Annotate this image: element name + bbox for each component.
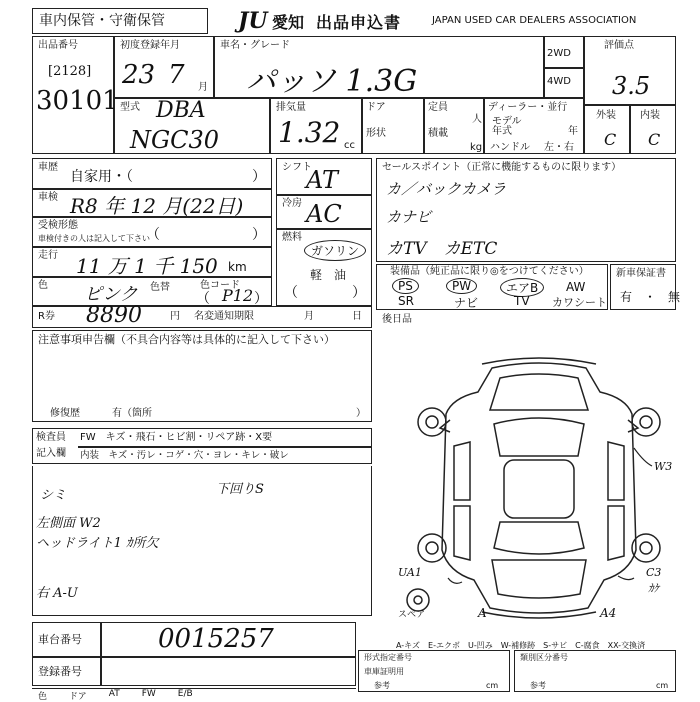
footer-cm-2: cm <box>656 681 669 690</box>
notes-label: 注意事項申告欄（不具合内容等は具体的に記入して下さい） <box>38 333 335 346</box>
handle-lr: 左・右 <box>544 142 574 153</box>
fuel-label: 燃料 <box>282 232 302 243</box>
equip-navi: ナビ <box>454 296 479 310</box>
equip-label: 装備品（純正品に限り◎をつけてください） <box>390 266 589 277</box>
shift-line-2 <box>276 228 372 230</box>
equip-sr: SR <box>398 294 414 308</box>
warranty-label: 新車保証書 <box>616 268 666 279</box>
diagram-a: A <box>478 606 487 620</box>
ext-label: 外装 <box>596 110 616 121</box>
equip-ps: PS <box>392 278 419 294</box>
inspector-row-1: FW キズ・飛石・ヒビ割・リペア跡・X要 <box>80 432 273 443</box>
equip-tv: TV <box>514 294 530 308</box>
disp-unit: cc <box>344 140 355 151</box>
seat-unit: 人 <box>472 114 482 125</box>
damage-legend: A-キズ E-エクボ U-凹み W-補修跡 S-サビ C-腐食 XX-交換済 <box>396 641 646 650</box>
chassis-label: 車台番号 <box>38 633 82 646</box>
regno-label: 登録番号 <box>38 665 82 678</box>
footer-cm: cm <box>486 681 499 690</box>
sales-label: セールスポイント（正常に機能するものに限ります） <box>382 162 622 173</box>
footer-cert-label: 形式指定番号 <box>364 653 412 662</box>
grade-label: 評価点 <box>604 40 634 51</box>
mileage-value: 11 万 1 千 150 <box>76 254 218 278</box>
footer-ref: 参考 <box>374 681 390 690</box>
remark-2: シミ <box>40 488 67 503</box>
ju-logo: JU <box>238 8 268 34</box>
diagram-c3: C3 <box>646 566 662 579</box>
footer-bottom-at: AT <box>108 689 120 699</box>
color-value: ピンク <box>84 284 138 305</box>
disp-label: 排気量 <box>276 102 306 113</box>
ac-value: AC <box>306 200 342 228</box>
inspector-row-2: 内装 キズ・汚レ・コゲ・穴・ヨレ・キレ・破レ <box>80 450 289 461</box>
grade-vdivider <box>629 104 631 154</box>
later-label: 後日品 <box>382 314 412 325</box>
shift-label: シフト <box>282 162 312 173</box>
diagram-w3: W3 <box>654 460 673 473</box>
notice-month: 月 <box>304 311 314 322</box>
name-label: 車名・グレード <box>220 40 290 51</box>
association-english: JAPAN USED CAR DEALERS ASSOCIATION <box>432 15 637 26</box>
int-grade: C <box>648 130 661 149</box>
warranty-value: 有 ・ 無 <box>620 290 681 304</box>
acceptance-open: （ <box>146 227 160 243</box>
repair-value: 有（箇所 <box>112 408 152 419</box>
lot-small: [2128] <box>48 64 92 79</box>
diagram-ka: ｶｹ <box>648 582 659 595</box>
drive-2wd: 2WD <box>547 48 571 59</box>
history-close: ） <box>252 169 266 185</box>
color-code-close: ） <box>254 291 268 307</box>
diagram-spare: スペア <box>398 610 426 620</box>
history-label: 車歴 <box>38 162 58 173</box>
inspector-label-2: 記入欄 <box>36 448 66 459</box>
inspection-label: 車検 <box>38 192 58 203</box>
acceptance-note: 車検付きの人は記入して下さい <box>38 234 150 243</box>
drive-divider <box>544 67 584 69</box>
chassis-value: 0015257 <box>158 624 274 654</box>
model-label: 型式 <box>120 102 140 113</box>
hist-line-3 <box>32 246 272 248</box>
grade-value: 3.5 <box>612 72 651 100</box>
sales-line-1: カ／バックカメラ <box>386 180 507 198</box>
storage-tab-text: 車内保管・守衛保管 <box>39 13 165 29</box>
chassis-divider <box>32 656 356 658</box>
sales-line-2: カナビ <box>386 208 432 226</box>
seat-label: 定員 <box>428 102 448 113</box>
repair-close: ） <box>356 408 366 419</box>
car-name: パッソ 1.3G <box>246 64 418 99</box>
int-label: 内装 <box>640 110 660 121</box>
history-value: 自家用・（ <box>70 169 133 185</box>
color-change-label: 色替 <box>150 282 170 293</box>
car-diagram <box>404 350 674 630</box>
recycle-value: 8890 <box>86 303 142 328</box>
fuel-close: ） <box>352 285 366 301</box>
mileage-unit: km <box>228 260 247 274</box>
mileage-label: 走行 <box>38 250 58 261</box>
footer-cert-sub: 車庫証明用 <box>364 667 404 676</box>
color-code-label: 色コード <box>200 280 240 291</box>
remark-3: 左側面 W2 <box>36 516 101 531</box>
footer-bottom-color: 色 <box>38 692 48 702</box>
dealer-label: ディーラー・並行 <box>488 102 568 113</box>
sales-line-3: カTV カETC <box>386 239 498 259</box>
footer-bottom-door: ドア <box>69 692 87 702</box>
equip-aw: AW <box>566 280 586 294</box>
equip-pw: PW <box>446 278 477 294</box>
model-value-1: DBA <box>156 98 206 123</box>
reg-month: 7 <box>168 60 185 90</box>
color-label: 色 <box>38 280 48 291</box>
footer-class-label: 類別区分番号 <box>520 653 568 662</box>
shape-label: 形状 <box>366 128 386 139</box>
equip-seat: カワシート <box>552 296 607 309</box>
recycle-label: R券 <box>38 311 55 322</box>
remark-4: ヘッドライト1 ｶ所欠 <box>36 536 159 551</box>
lot-number: 30101 <box>36 86 119 116</box>
inspection-value: R8 年 12 月(22日) <box>70 194 244 218</box>
notice-label: 名変通知期限 <box>194 311 254 322</box>
color-code-open: （ <box>196 291 210 307</box>
footer-bottom-fw: FW <box>141 689 156 699</box>
dealer-year-unit: 年 <box>568 126 578 137</box>
acceptance-close: ） <box>252 227 266 243</box>
footer-bottom-labels <box>32 688 356 701</box>
handle-label: ハンドル <box>490 142 530 153</box>
fuel-diesel: 軽 油 <box>310 268 347 282</box>
ac-label: 冷房 <box>282 198 302 209</box>
shift-value: AT <box>306 166 339 194</box>
form-title: 出品申込書 <box>316 13 402 32</box>
footer-ref-2: 参考 <box>530 681 546 690</box>
reg-month-unit: 月 <box>198 82 208 93</box>
dealer-model-label: モデル <box>492 116 522 127</box>
drive-4wd: 4WD <box>547 76 571 87</box>
lot-label: 出品番号 <box>38 40 78 51</box>
load-label: 積載 <box>428 128 448 139</box>
reg-year: 23 <box>122 60 156 90</box>
acceptance-label: 受検形態 <box>38 220 78 231</box>
org-name: 愛知 <box>272 13 305 32</box>
model-value-2: NGC30 <box>130 126 220 154</box>
footer-bottom-eb: E/B <box>177 689 193 699</box>
inspector-label-1: 検査員 <box>36 432 66 443</box>
reg-label: 初度登録年月 <box>120 40 180 51</box>
fuel-gas: ガソリン <box>304 240 366 261</box>
equip-airbag: エアB <box>500 278 544 297</box>
fuel-open: （ <box>284 285 298 301</box>
color-code: P12 <box>222 286 254 305</box>
repair-label: 修復歴 <box>50 408 80 419</box>
chassis-vdivider <box>100 622 102 686</box>
load-unit: kg <box>470 142 483 153</box>
diagram-ua1: UA1 <box>398 566 422 579</box>
shift-line-1 <box>276 194 372 196</box>
remark-5: 右 A-U <box>36 586 78 601</box>
notice-day: 日 <box>352 311 362 322</box>
diagram-a4: A4 <box>600 606 617 620</box>
door-label: ドア <box>366 102 386 113</box>
inspector-divider <box>78 446 372 448</box>
recycle-unit: 円 <box>170 311 180 322</box>
ext-grade: C <box>604 130 617 149</box>
remark-1: 下回りS <box>216 482 264 497</box>
dealer-year-label: 年式 <box>492 126 512 137</box>
disp-value: 1.32 <box>278 116 341 149</box>
storage-tab <box>32 8 208 34</box>
